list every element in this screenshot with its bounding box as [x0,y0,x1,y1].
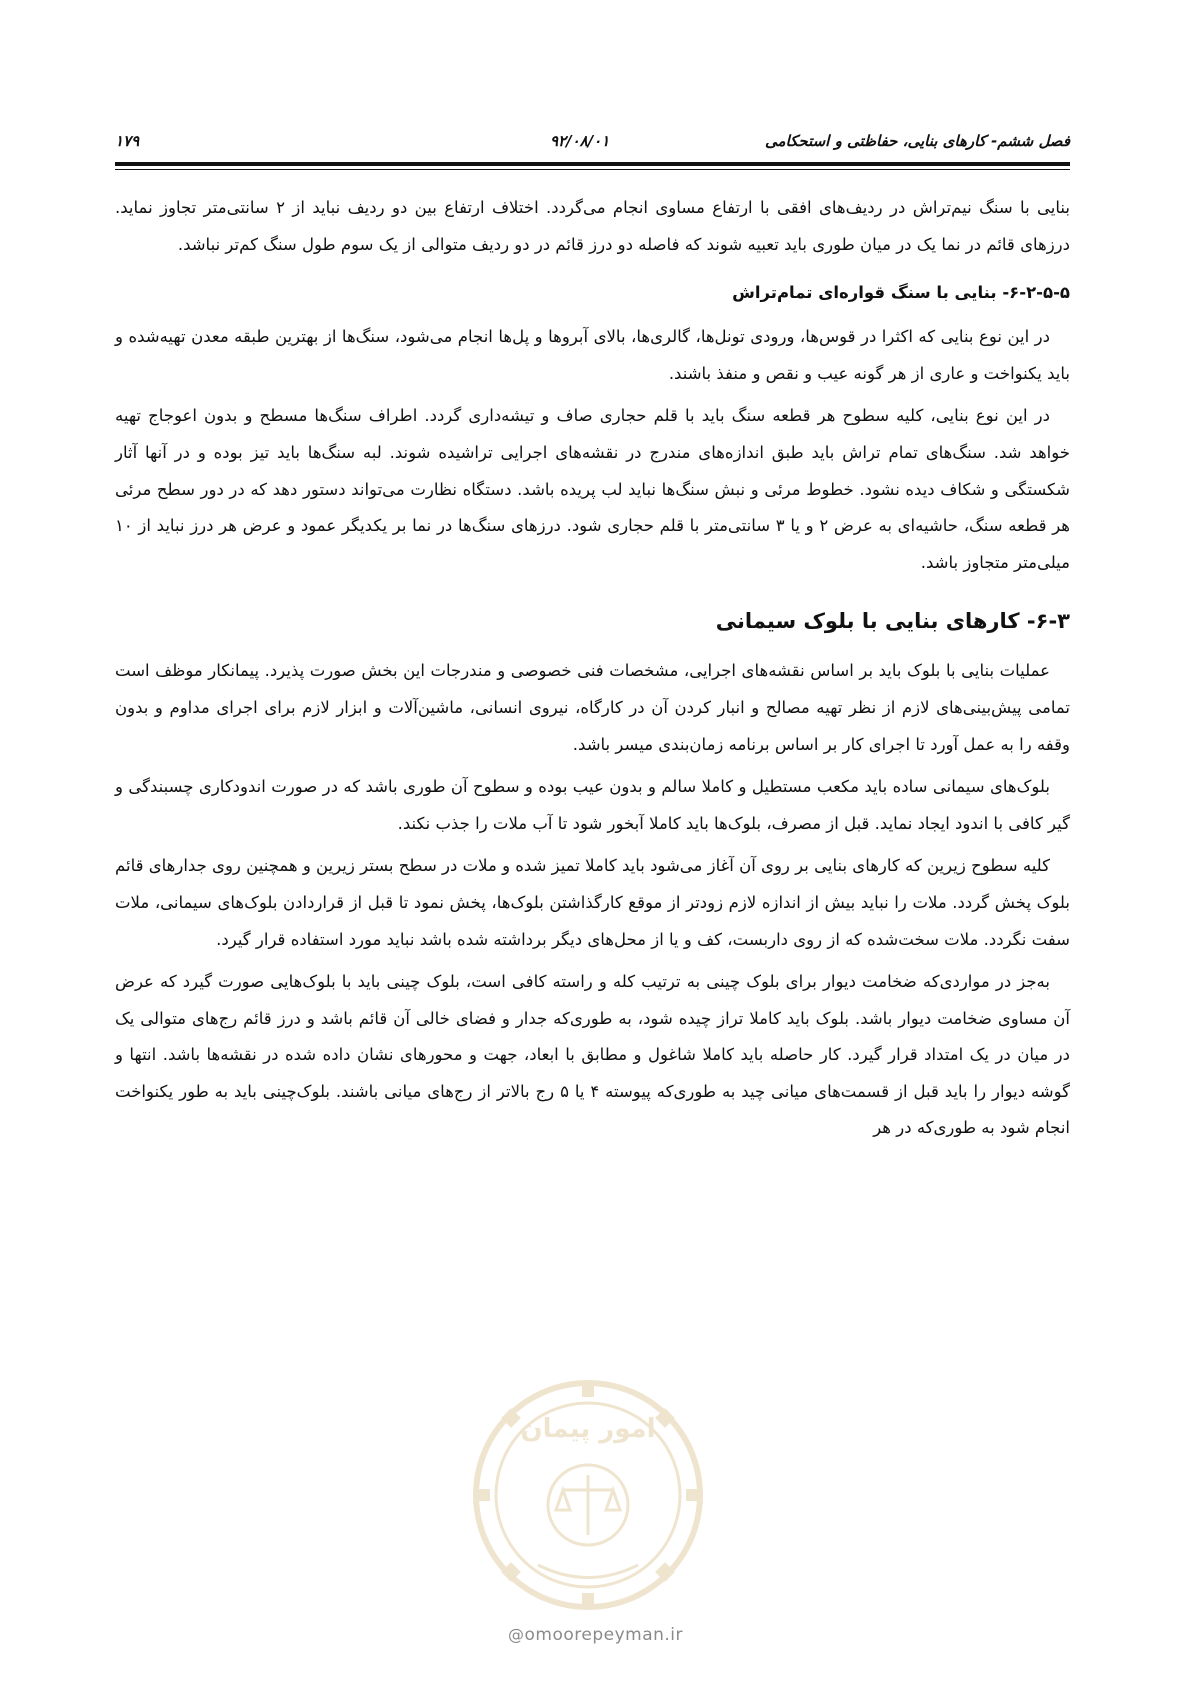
header-rule-thin [115,169,1070,170]
main-content [115,190,1070,1153]
paragraph: بلوک‌های سیمانی ساده باید مکعب مستطیل و کاملا سالم و بدون عیب بوده و سطوح آن طوری باشد که در صورت اندودکاری چسبندگی و گیر کافی با اندود ایجاد نماید. قبل از مصرف، بلوک‌ها باید کاملا آبخور شود تا آب ملات را جذب نکند. [115,777,1070,833]
header-date: ۹۲/۰۸/۰۱ [550,132,610,150]
at-sign: @ [507,1625,525,1644]
paragraph: به‌جز در مواردی‌که ضخامت دیوار برای بلوک چینی به ترتیب کله و راسته کافی است، بلوک چینی باید با بلوک‌هایی صورت گیرد که عرض آن مساوی ضخامت دیوار باشد. بلوک باید کاملا تراز چیده شود، به طوری‌که جدار و فضای خالی آن قائم باشد و درز قائم رج‌های متوالی یک در میان در یک امتداد قرار گیرد. کار حاصله باید کاملا شاغول و مطابق با ابعاد، جهت و محورهای نشان داده شده در نقشه‌ها باشد. انتها و گوشه دیوار را باید قبل از قسمت‌های میانی چید به طوری‌که پیوسته ۴ یا ۵ رج بالاتر از رج‌های میانی باشند. بلوک‌چینی باید به طور یکنواخت انجام شود به طوری‌که در هر [115,972,1070,1138]
page-number: ۱۷۹ [115,132,140,150]
paragraph: کلیه سطوح زیرین که کارهای بنایی بر روی آن آغاز می‌شود باید کاملا تمیز شده و ملات در سطح بستر زیرین و همچنین روی جدارهای قائم بلوک پخش گردد. ملات را نباید بیش از اندازه لازم زودتر از موقع کارگذاشتن بلوک‌ها، پخش نمود تا قبل از قراردادن بلوک‌های سیمانی، ملات سفت نگردد. ملات سخت‌شده که از روی داربست، کف و یا از محل‌های دیگر برداشته شده باشد نباید مورد استفاده قرار گیرد. [115,856,1070,949]
paragraph: در این نوع بنایی، کلیه سطوح هر قطعه سنگ باید با قلم حجاری صاف و تیشه‌داری گردد. اطراف سنگ‌ها مسطح و بدون اعوجاج تهیه خواهد شد. سنگ‌های تمام تراش باید طبق اندازه‌های مندرج در نقشه‌های اجرایی تراشیده شوند. لبه سنگ‌ها باید تیز بوده و در آنها آثار شکستگی و شکاف دیده نشود. خطوط مرئی و نبش سنگ‌ها نباید لب پریده باشد. دستگاه نظارت می‌تواند دستور دهد که در دور سطح مرئی هر قطعه سنگ، حاشیه‌ای به عرض ۲ و یا ۳ سانتی‌متر با قلم حجاری شود. درزهای سنگ‌ها در نما بر یکدیگر عمود و عرض هر درز نباید از ۱۰ میلی‌متر متجاوز باشد. [115,406,1071,572]
website-label: omoorepeyman.ir [524,1625,684,1645]
section-heading: ۶-۳- کارهای بنایی با بلوک سیمانی [715,609,1070,634]
page-header [115,130,1070,160]
paragraph: در این نوع بنایی که اکثرا در قوس‌ها، ورودی تونل‌ها، گالری‌ها، بالای آبروها و پل‌ها انجام می‌شود، سنگ‌ها از بهترین طبقه معدن تهیه‌شده و باید یکنواخت و عاری از هر گونه عیب و نقص و منفذ باشند. [115,327,1070,383]
header-rule-thick [115,162,1070,166]
website-footer [0,1625,1191,1645]
chapter-title: فصل ششم- کارهای بنایی، حفاظتی و استحکامی [765,132,1070,150]
paragraph-intro: بنایی با سنگ نیم‌تراش در ردیف‌های افقی با ارتفاع مساوی انجام می‌گردد. اختلاف ارتفاع بین دو ردیف نباید از ۲ سانتی‌متر تجاوز نماید. درزهای قائم در نما یک در میان طوری باید تعبیه شوند که فاصله دو درز قائم در دو ردیف متوالی از یک سوم طول سنگ کم‌تر نباشد. [115,198,1070,254]
subsection-heading: ۶-۲-۵-۵- بنایی با سنگ قواره‌ای تمام‌تراش [732,283,1070,303]
seal-text: امور پیمان [520,1414,656,1444]
seal-watermark-icon [468,1375,708,1615]
paragraph: عملیات بنایی با بلوک باید بر اساس نقشه‌های اجرایی، مشخصات فنی خصوصی و مندرجات این بخش صورت پذیرد. پیمانکار موظف است تمامی پیش‌بینی‌های لازم از نظر تهیه مصالح و انبار کردن آن در کارگاه، نیروی انسانی، ماشین‌آلات و ابزار لازم برای اجرای مداوم و بدون وقفه را به عمل آورد تا اجرای کار بر اساس برنامه زمان‌بندی میسر باشد. [115,661,1070,754]
